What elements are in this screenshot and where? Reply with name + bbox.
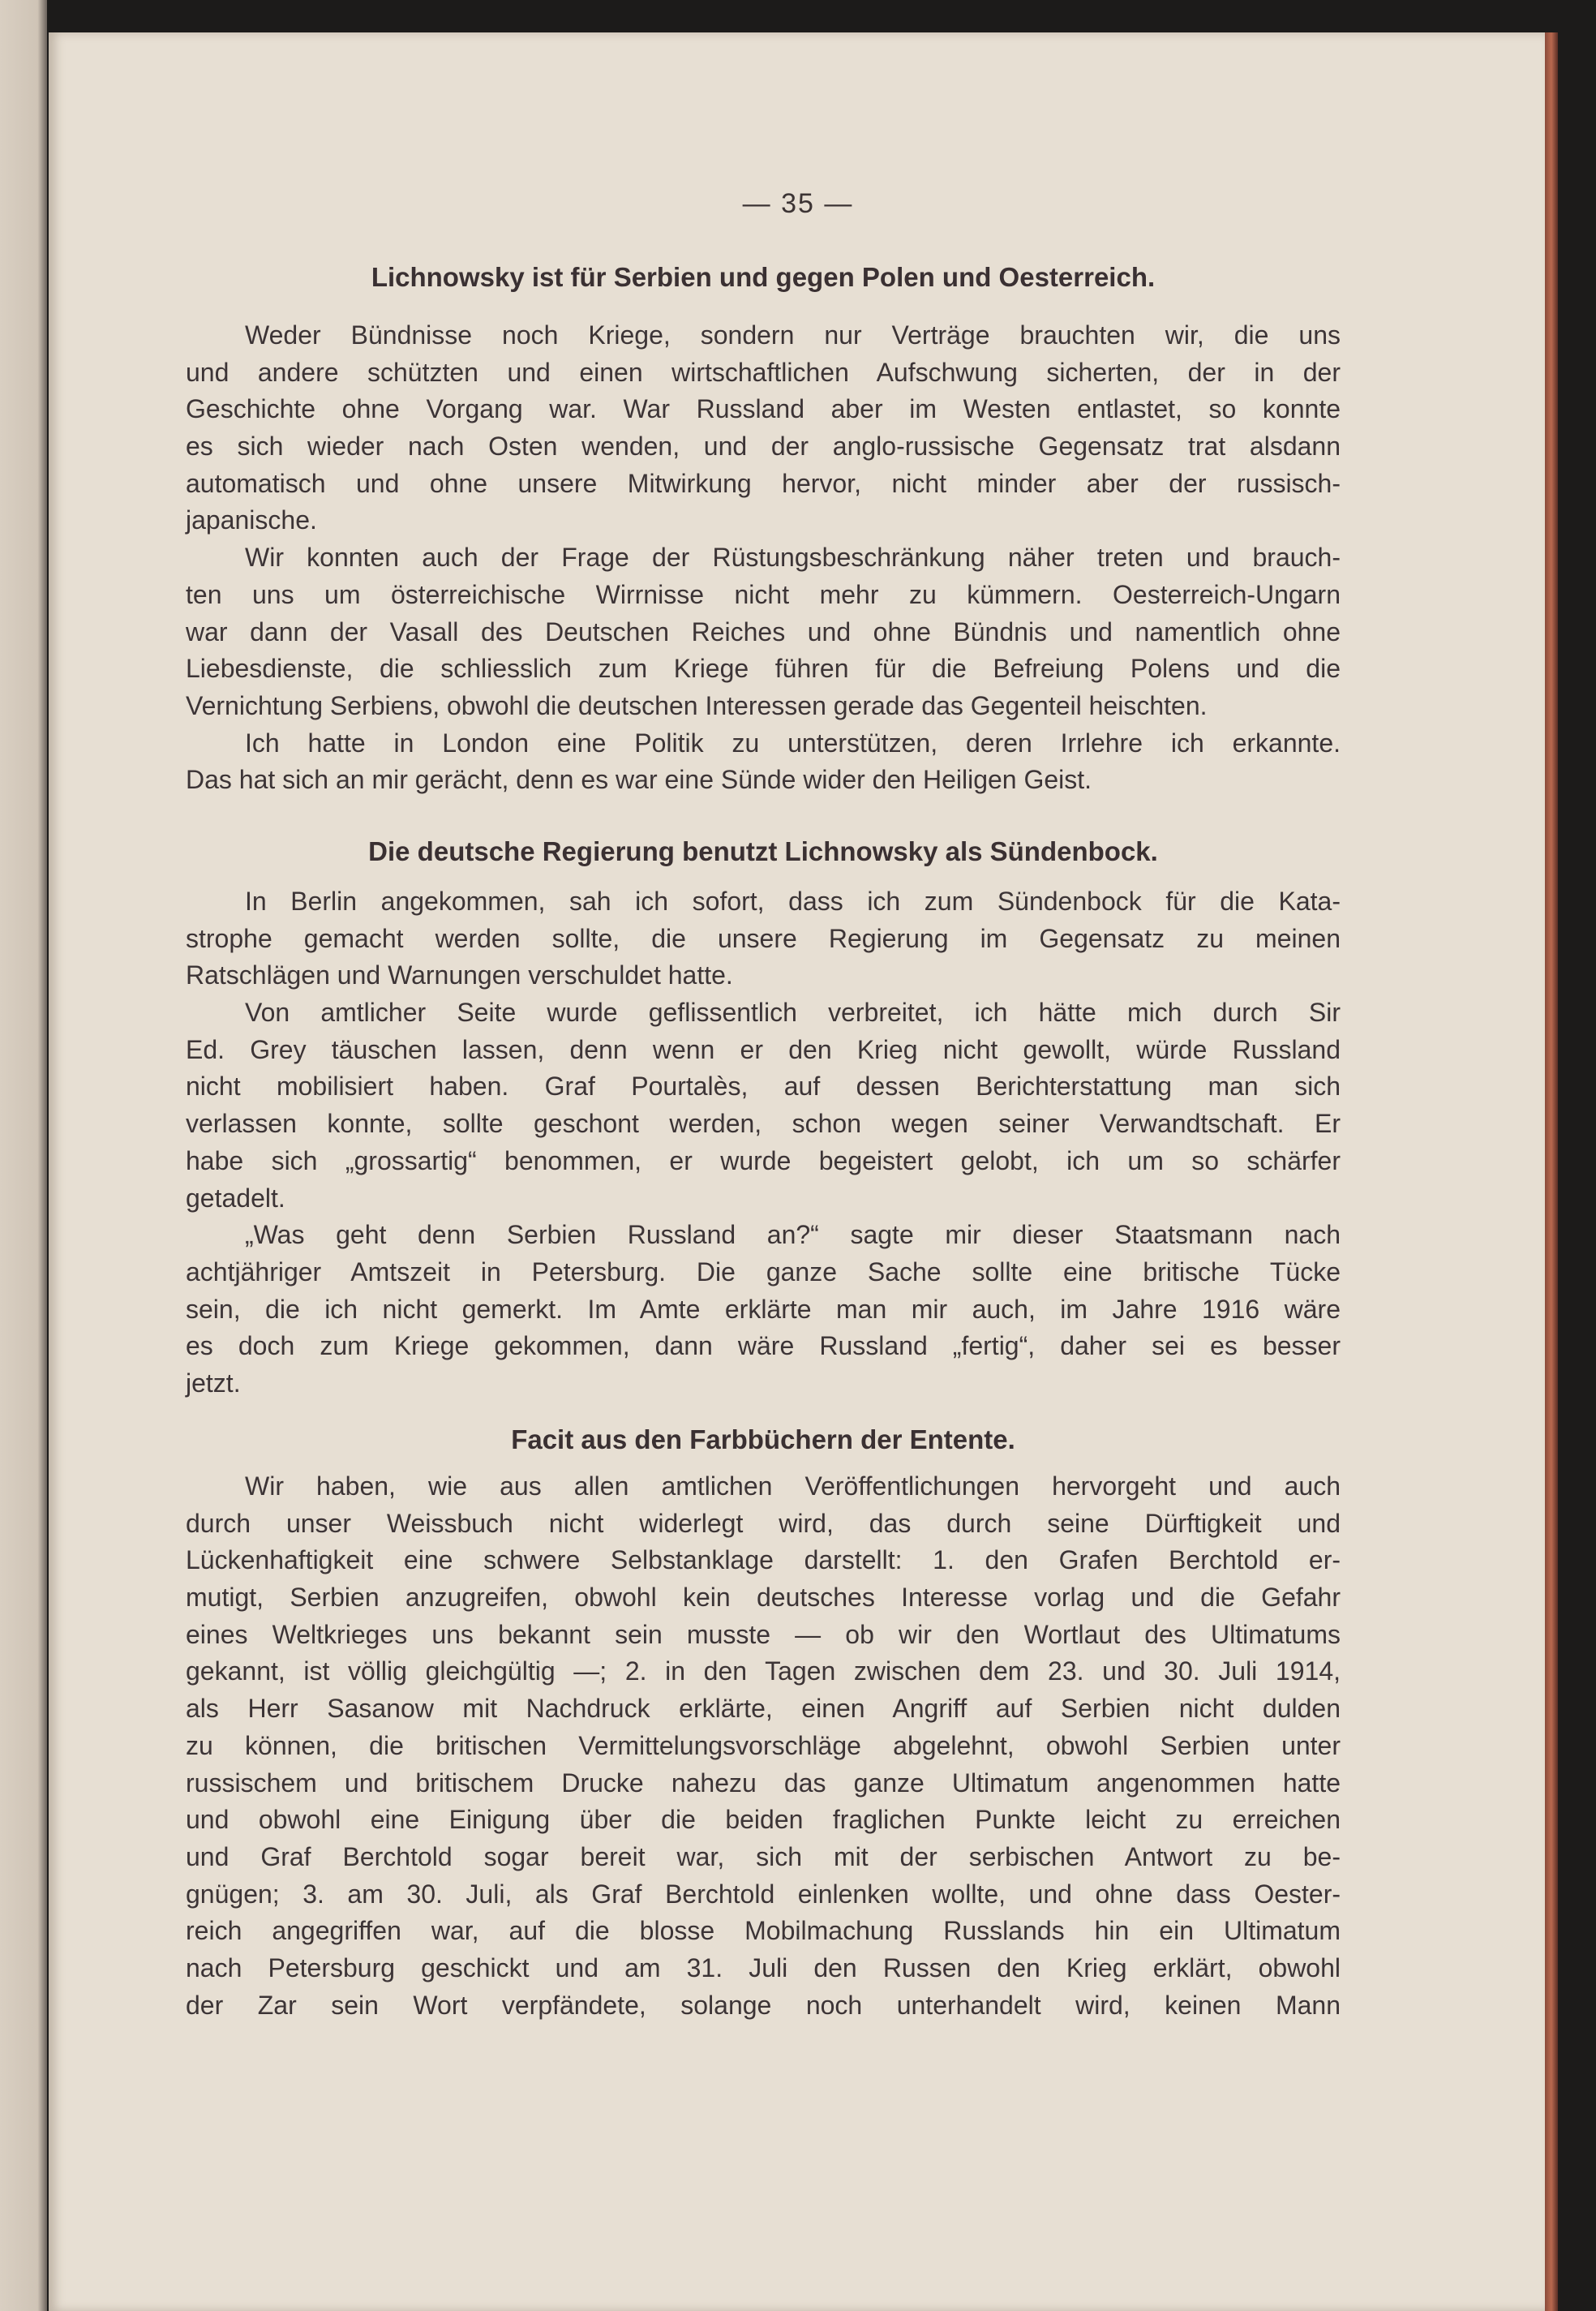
text-line: es doch zum Kriege gekommen, dann wäre Russland „fertig“, daher sei es besser bbox=[186, 1331, 1341, 1361]
text-line: russischem und britischem Drucke nahezu das ganze Ultimatum angenommen hatte bbox=[186, 1768, 1341, 1798]
text-line: In Berlin angekommen, sah ich sofort, dass ich zum Sündenbock für die Kata- bbox=[245, 887, 1341, 916]
text-line: habe sich „grossartig“ benommen, er wurde begeistert gelobt, ich um so schärfer bbox=[186, 1145, 1341, 1175]
text-line: gnügen; 3. am 30. Juli, als Graf Berchtold einlenken wollte, und ohne dass Oester- bbox=[186, 1879, 1341, 1909]
text-line: eines Weltkrieges uns bekannt sein musste — ob wir den Wortlaut des Ultimatums bbox=[186, 1619, 1341, 1649]
text-line: ten uns um österreichische Wirrnisse nicht mehr zu kümmern. Oesterreich-Ungarn bbox=[186, 579, 1341, 609]
section-heading-3: Facit aus den Farbbüchern der Entente. bbox=[511, 1424, 1015, 1454]
text-line: und andere schützten und einen wirtschaftlichen Aufschwung sicherten, der in der bbox=[186, 357, 1341, 387]
text-line: Ich hatte in London eine Politik zu unterstützen, deren Irrlehre ich erkannte. bbox=[245, 728, 1341, 758]
previous-page-edge bbox=[0, 0, 47, 2311]
paragraph bbox=[186, 883, 1341, 994]
text-line: Wir haben, wie aus allen amtlichen Veröffentlichungen hervorgeht und auch bbox=[245, 1471, 1341, 1501]
section-heading-2: Die deutsche Regierung benutzt Lichnowsky als Sündenbock. bbox=[368, 836, 1158, 866]
text-line: sein, die ich nicht gemerkt. Im Amte erklärte man mir auch, im Jahre 1916 wäre bbox=[186, 1294, 1341, 1324]
text-line: reich angegriffen war, auf die blosse Mobilmachung Russlands hin ein Ultimatum bbox=[186, 1916, 1341, 1946]
text-line: „Was geht denn Serbien Russland an?“ sagte mir dieser Staatsmann nach bbox=[245, 1220, 1341, 1250]
text-line: Vernichtung Serbiens, obwohl die deutschen Interessen gerade das Gegenteil heischten. bbox=[186, 690, 1208, 720]
text-line: Weder Bündnisse noch Kriege, sondern nur Verträge brauchten wir, die uns bbox=[245, 320, 1341, 350]
section-heading-1: Lichnowsky ist für Serbien und gegen Polen und Oesterreich. bbox=[371, 262, 1156, 292]
text-line: Das hat sich an mir gerächt, denn es war eine Sünde wider den Heiligen Geist. bbox=[186, 765, 1092, 795]
text-line: es sich wieder nach Osten wenden, und der anglo-russische Gegensatz trat alsdann bbox=[186, 432, 1341, 462]
text-line: der Zar sein Wort verpfändete, solange noch unterhandelt wird, keinen Mann bbox=[186, 1990, 1341, 2020]
paragraph bbox=[186, 1217, 1341, 1402]
text-line: und Graf Berchtold sogar bereit war, sich mit der serbischen Antwort zu be- bbox=[186, 1841, 1341, 1871]
text-line: war dann der Vasall des Deutschen Reiches und ohne Bündnis und namentlich ohne bbox=[186, 616, 1341, 646]
section-body-2 bbox=[186, 883, 1341, 1402]
text-line: durch unser Weissbuch nicht widerlegt wird, das durch seine Dürftigkeit und bbox=[186, 1508, 1341, 1538]
text-line: jetzt. bbox=[186, 1368, 241, 1398]
paragraph bbox=[186, 317, 1341, 539]
paragraph bbox=[186, 539, 1341, 724]
paragraph bbox=[186, 725, 1341, 799]
page-edge bbox=[1545, 32, 1558, 2311]
text-line: Von amtlicher Seite wurde geflissentlich verbreitet, ich hätte mich durch Sir bbox=[245, 998, 1341, 1028]
text-line: Geschichte ohne Vorgang war. War Russland aber im Westen entlastet, so konnte bbox=[186, 394, 1341, 424]
text-line: automatisch und ohne unsere Mitwirkung hervor, nicht minder aber der russisch- bbox=[186, 468, 1341, 498]
section-body-3 bbox=[186, 1468, 1341, 2024]
text-line: und obwohl eine Einigung über die beiden fraglichen Punkte leicht zu erreichen bbox=[186, 1805, 1341, 1835]
text-line: mutigt, Serbien anzugreifen, obwohl kein deutsches Interesse vorlag und die Gefahr bbox=[186, 1583, 1341, 1613]
text-line: als Herr Sasanow mit Nachdruck erklärte, einen Angriff auf Serbien nicht dulden bbox=[186, 1694, 1341, 1724]
text-line: Liebesdienste, die schliesslich zum Kriege führen für die Befreiung Polens und die bbox=[186, 654, 1341, 684]
text-line: Ed. Grey täuschen lassen, denn wenn er den Krieg nicht gewollt, würde Russland bbox=[186, 1034, 1341, 1064]
section-body-1 bbox=[186, 317, 1341, 799]
page-number: — 35 — bbox=[742, 188, 854, 219]
text-line: achtjähriger Amtszeit in Petersburg. Die ganze Sache sollte eine britische Tücke bbox=[186, 1256, 1341, 1287]
text-line: japanische. bbox=[186, 505, 317, 535]
text-line: getadelt. bbox=[186, 1183, 285, 1213]
paragraph bbox=[186, 994, 1341, 1217]
text-line: strophe gemacht werden sollte, die unsere Regierung im Gegensatz zu meinen bbox=[186, 923, 1341, 953]
text-line: nicht mobilisiert haben. Graf Pourtalès, auf dessen Berichterstattung man sich bbox=[186, 1072, 1341, 1102]
text-line: Lückenhaftigkeit eine schwere Selbstanklage darstellt: 1. den Grafen Berchtold er- bbox=[186, 1545, 1341, 1575]
paragraph bbox=[186, 1468, 1341, 2024]
text-line: gekannt, ist völlig gleichgültig —; 2. in den Tagen zwischen dem 23. und 30. Juli 1914, bbox=[186, 1656, 1341, 1686]
text-line: verlassen konnte, sollte geschont werden, schon wegen seiner Verwandtschaft. Er bbox=[186, 1109, 1341, 1139]
text-line: nach Petersburg geschickt und am 31. Juli den Russen den Krieg erklärt, obwohl bbox=[186, 1952, 1341, 1982]
text-line: Wir konnten auch der Frage der Rüstungsbeschränkung näher treten und brauch- bbox=[245, 543, 1341, 573]
text-line: zu können, die britischen Vermittelungsvorschläge abgelehnt, obwohl Serbien unter bbox=[186, 1730, 1341, 1760]
text-line: Ratschlägen und Warnungen verschuldet hatte. bbox=[186, 960, 733, 990]
